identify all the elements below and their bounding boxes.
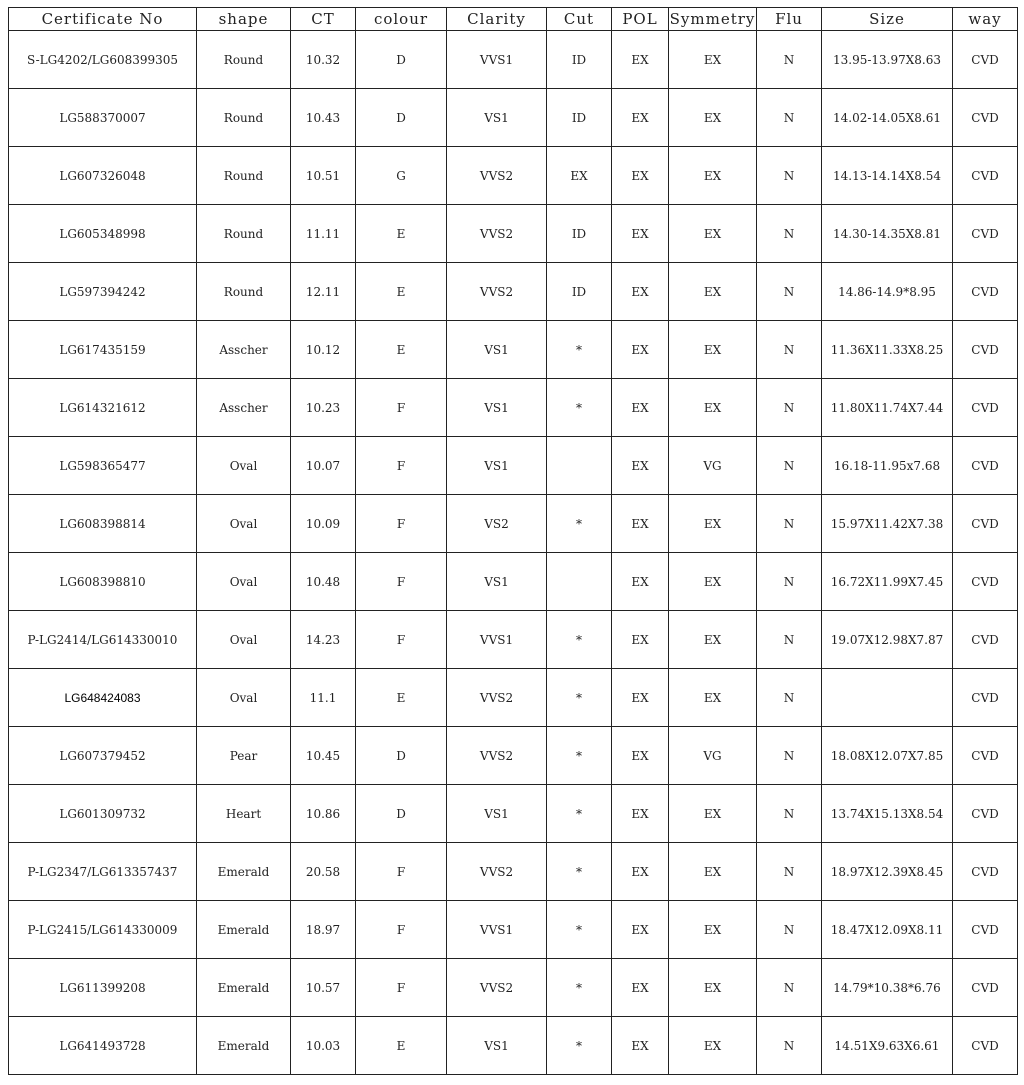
cell-clarity: VS1 xyxy=(447,89,547,147)
cell-ct: 20.58 xyxy=(291,843,356,901)
cell-certificate-no: P-LG2347/LG613357437 xyxy=(9,843,197,901)
cell-pol: EX xyxy=(612,205,669,263)
cell-pol: EX xyxy=(612,1017,669,1075)
cell-shape: Round xyxy=(197,263,291,321)
cell-ct: 10.07 xyxy=(291,437,356,495)
cell-pol: EX xyxy=(612,959,669,1017)
cell-cut: * xyxy=(547,901,612,959)
cell-pol: EX xyxy=(612,321,669,379)
cell-size: 14.30-14.35X8.81 xyxy=(822,205,953,263)
cell-shape: Emerald xyxy=(197,959,291,1017)
table-row xyxy=(9,31,1018,89)
table-row xyxy=(9,321,1018,379)
column-header-cut: Cut xyxy=(547,8,612,31)
cell-certificate-no: LG601309732 xyxy=(9,785,197,843)
cell-flu: N xyxy=(757,495,822,553)
cell-cut: * xyxy=(547,669,612,727)
cell-certificate-no: LG641493728 xyxy=(9,1017,197,1075)
cell-size: 14.13-14.14X8.54 xyxy=(822,147,953,205)
cell-symmetry: EX xyxy=(669,1017,757,1075)
cell-clarity: VS1 xyxy=(447,1017,547,1075)
diamond-certificate-table xyxy=(8,7,1018,1075)
table-row xyxy=(9,205,1018,263)
cell-certificate-no: LG608398810 xyxy=(9,553,197,611)
cell-certificate-no: LG617435159 xyxy=(9,321,197,379)
cell-symmetry: EX xyxy=(669,495,757,553)
cell-cut: * xyxy=(547,727,612,785)
cell-size: 13.95-13.97X8.63 xyxy=(822,31,953,89)
cell-flu: N xyxy=(757,205,822,263)
cell-clarity: VVS1 xyxy=(447,611,547,669)
cell-way: CVD xyxy=(953,611,1018,669)
cell-clarity: VVS1 xyxy=(447,901,547,959)
cell-clarity: VS1 xyxy=(447,553,547,611)
table-body xyxy=(9,31,1018,1075)
cell-size: 13.74X15.13X8.54 xyxy=(822,785,953,843)
cell-flu: N xyxy=(757,959,822,1017)
cell-pol: EX xyxy=(612,785,669,843)
cell-pol: EX xyxy=(612,669,669,727)
cell-flu: N xyxy=(757,147,822,205)
cell-pol: EX xyxy=(612,611,669,669)
cell-flu: N xyxy=(757,89,822,147)
cell-clarity: VVS2 xyxy=(447,959,547,1017)
table-row xyxy=(9,263,1018,321)
cell-way: CVD xyxy=(953,31,1018,89)
table-row xyxy=(9,785,1018,843)
cell-ct: 10.51 xyxy=(291,147,356,205)
cell-certificate-no: LG648424083 xyxy=(9,669,197,727)
cell-clarity: VVS2 xyxy=(447,727,547,785)
cell-cut: * xyxy=(547,959,612,1017)
cell-flu: N xyxy=(757,901,822,959)
cell-ct: 10.86 xyxy=(291,785,356,843)
table-row xyxy=(9,959,1018,1017)
cell-size: 11.80X11.74X7.44 xyxy=(822,379,953,437)
cell-colour: F xyxy=(356,553,447,611)
cell-colour: F xyxy=(356,495,447,553)
cell-symmetry: EX xyxy=(669,147,757,205)
cell-way: CVD xyxy=(953,843,1018,901)
cell-size: 16.18-11.95x7.68 xyxy=(822,437,953,495)
cell-symmetry: EX xyxy=(669,321,757,379)
cell-clarity: VVS2 xyxy=(447,205,547,263)
cell-cut: ID xyxy=(547,31,612,89)
cell-way: CVD xyxy=(953,959,1018,1017)
cell-colour: F xyxy=(356,843,447,901)
cell-symmetry: EX xyxy=(669,843,757,901)
cell-clarity: VVS1 xyxy=(447,31,547,89)
cell-flu: N xyxy=(757,1017,822,1075)
cell-symmetry: EX xyxy=(669,785,757,843)
table-row xyxy=(9,495,1018,553)
cell-shape: Emerald xyxy=(197,1017,291,1075)
cell-colour: D xyxy=(356,785,447,843)
cell-way: CVD xyxy=(953,89,1018,147)
cell-certificate-no: LG607326048 xyxy=(9,147,197,205)
cell-certificate-no: LG614321612 xyxy=(9,379,197,437)
cell-clarity: VVS2 xyxy=(447,147,547,205)
cell-way: CVD xyxy=(953,901,1018,959)
cell-cut: * xyxy=(547,495,612,553)
cell-flu: N xyxy=(757,379,822,437)
cell-cut: * xyxy=(547,611,612,669)
cell-clarity: VS1 xyxy=(447,437,547,495)
cell-shape: Oval xyxy=(197,611,291,669)
table-row xyxy=(9,669,1018,727)
cell-cut: * xyxy=(547,321,612,379)
column-header-colour: colour xyxy=(356,8,447,31)
cell-way: CVD xyxy=(953,379,1018,437)
table-row xyxy=(9,437,1018,495)
cell-colour: D xyxy=(356,89,447,147)
cell-pol: EX xyxy=(612,901,669,959)
cell-symmetry: EX xyxy=(669,205,757,263)
cell-shape: Round xyxy=(197,89,291,147)
table-header xyxy=(9,8,1018,31)
cell-way: CVD xyxy=(953,1017,1018,1075)
cell-certificate-no: LG608398814 xyxy=(9,495,197,553)
table-row xyxy=(9,553,1018,611)
cell-symmetry: EX xyxy=(669,89,757,147)
cell-size: 14.86-14.9*8.95 xyxy=(822,263,953,321)
cell-colour: E xyxy=(356,205,447,263)
cell-cut: ID xyxy=(547,205,612,263)
cell-way: CVD xyxy=(953,669,1018,727)
cell-colour: E xyxy=(356,321,447,379)
cell-colour: E xyxy=(356,669,447,727)
cell-symmetry: EX xyxy=(669,611,757,669)
cell-colour: F xyxy=(356,611,447,669)
cell-shape: Pear xyxy=(197,727,291,785)
cell-flu: N xyxy=(757,785,822,843)
cell-flu: N xyxy=(757,843,822,901)
cell-shape: Asscher xyxy=(197,379,291,437)
cell-certificate-no: LG607379452 xyxy=(9,727,197,785)
cell-size xyxy=(822,669,953,727)
cell-shape: Round xyxy=(197,31,291,89)
cell-colour: F xyxy=(356,437,447,495)
cell-ct: 10.03 xyxy=(291,1017,356,1075)
cell-flu: N xyxy=(757,263,822,321)
column-header-shape: shape xyxy=(197,8,291,31)
cell-flu: N xyxy=(757,669,822,727)
cell-cut: * xyxy=(547,1017,612,1075)
cell-colour: F xyxy=(356,901,447,959)
cell-size: 18.08X12.07X7.85 xyxy=(822,727,953,785)
cell-flu: N xyxy=(757,321,822,379)
cell-colour: G xyxy=(356,147,447,205)
cell-ct: 10.57 xyxy=(291,959,356,1017)
cell-pol: EX xyxy=(612,495,669,553)
cell-symmetry: EX xyxy=(669,379,757,437)
cell-ct: 10.45 xyxy=(291,727,356,785)
table-row xyxy=(9,727,1018,785)
cell-flu: N xyxy=(757,611,822,669)
cell-way: CVD xyxy=(953,437,1018,495)
cell-ct: 12.11 xyxy=(291,263,356,321)
cell-certificate-no: LG588370007 xyxy=(9,89,197,147)
table-row xyxy=(9,379,1018,437)
cell-pol: EX xyxy=(612,263,669,321)
cell-symmetry: EX xyxy=(669,31,757,89)
cell-shape: Round xyxy=(197,205,291,263)
cell-certificate-no: P-LG2415/LG614330009 xyxy=(9,901,197,959)
cell-clarity: VVS2 xyxy=(447,263,547,321)
cell-flu: N xyxy=(757,727,822,785)
cell-symmetry: EX xyxy=(669,669,757,727)
cell-cut: * xyxy=(547,785,612,843)
table-row xyxy=(9,843,1018,901)
cell-shape: Oval xyxy=(197,437,291,495)
cell-cut: ID xyxy=(547,89,612,147)
cell-colour: E xyxy=(356,263,447,321)
cell-size: 14.51X9.63X6.61 xyxy=(822,1017,953,1075)
column-header-size: Size xyxy=(822,8,953,31)
cell-symmetry: EX xyxy=(669,263,757,321)
cell-shape: Oval xyxy=(197,553,291,611)
cell-ct: 14.23 xyxy=(291,611,356,669)
table-row xyxy=(9,147,1018,205)
cell-ct: 10.43 xyxy=(291,89,356,147)
cell-way: CVD xyxy=(953,147,1018,205)
cell-colour: D xyxy=(356,31,447,89)
cell-pol: EX xyxy=(612,89,669,147)
cell-symmetry: EX xyxy=(669,959,757,1017)
cell-colour: F xyxy=(356,379,447,437)
table-row xyxy=(9,1017,1018,1075)
cell-colour: F xyxy=(356,959,447,1017)
cell-certificate-no: LG597394242 xyxy=(9,263,197,321)
cell-way: CVD xyxy=(953,553,1018,611)
column-header-way: way xyxy=(953,8,1018,31)
cell-clarity: VS1 xyxy=(447,785,547,843)
cell-ct: 18.97 xyxy=(291,901,356,959)
cell-way: CVD xyxy=(953,727,1018,785)
cell-colour: D xyxy=(356,727,447,785)
cell-pol: EX xyxy=(612,727,669,785)
cell-size: 14.79*10.38*6.76 xyxy=(822,959,953,1017)
cell-size: 15.97X11.42X7.38 xyxy=(822,495,953,553)
cell-pol: EX xyxy=(612,843,669,901)
cell-way: CVD xyxy=(953,785,1018,843)
cell-pol: EX xyxy=(612,553,669,611)
cell-clarity: VVS2 xyxy=(447,669,547,727)
cell-shape: Oval xyxy=(197,669,291,727)
cell-size: 14.02-14.05X8.61 xyxy=(822,89,953,147)
cell-shape: Emerald xyxy=(197,843,291,901)
cell-cut: * xyxy=(547,379,612,437)
cell-pol: EX xyxy=(612,147,669,205)
cell-size: 11.36X11.33X8.25 xyxy=(822,321,953,379)
cell-certificate-no: P-LG2414/LG614330010 xyxy=(9,611,197,669)
cell-way: CVD xyxy=(953,263,1018,321)
cell-pol: EX xyxy=(612,31,669,89)
cell-certificate-no: LG605348998 xyxy=(9,205,197,263)
cell-shape: Heart xyxy=(197,785,291,843)
cell-cut xyxy=(547,553,612,611)
cell-colour: E xyxy=(356,1017,447,1075)
table-row xyxy=(9,901,1018,959)
cell-symmetry: VG xyxy=(669,727,757,785)
cell-ct: 11.11 xyxy=(291,205,356,263)
cell-shape: Oval xyxy=(197,495,291,553)
cell-cut: * xyxy=(547,843,612,901)
cell-ct: 11.1 xyxy=(291,669,356,727)
header-row xyxy=(9,8,1018,31)
cell-shape: Round xyxy=(197,147,291,205)
column-header-symmetry: Symmetry xyxy=(669,8,757,31)
cell-ct: 10.12 xyxy=(291,321,356,379)
cell-clarity: VS2 xyxy=(447,495,547,553)
cell-ct: 10.23 xyxy=(291,379,356,437)
cell-flu: N xyxy=(757,553,822,611)
column-header-certificate-no: Certificate No xyxy=(9,8,197,31)
column-header-clarity: Clarity xyxy=(447,8,547,31)
cell-shape: Asscher xyxy=(197,321,291,379)
cell-way: CVD xyxy=(953,205,1018,263)
cell-size: 18.97X12.39X8.45 xyxy=(822,843,953,901)
cell-ct: 10.32 xyxy=(291,31,356,89)
cell-symmetry: EX xyxy=(669,553,757,611)
cell-symmetry: EX xyxy=(669,901,757,959)
cell-flu: N xyxy=(757,31,822,89)
column-header-ct: CT xyxy=(291,8,356,31)
cell-size: 18.47X12.09X8.11 xyxy=(822,901,953,959)
table-row xyxy=(9,611,1018,669)
cell-ct: 10.48 xyxy=(291,553,356,611)
cell-size: 16.72X11.99X7.45 xyxy=(822,553,953,611)
cell-clarity: VVS2 xyxy=(447,843,547,901)
cell-certificate-no: LG598365477 xyxy=(9,437,197,495)
cell-certificate-no: S-LG4202/LG608399305 xyxy=(9,31,197,89)
cell-pol: EX xyxy=(612,437,669,495)
cell-certificate-no: LG611399208 xyxy=(9,959,197,1017)
cell-shape: Emerald xyxy=(197,901,291,959)
cell-pol: EX xyxy=(612,379,669,437)
table-row xyxy=(9,89,1018,147)
cell-clarity: VS1 xyxy=(447,321,547,379)
cell-clarity: VS1 xyxy=(447,379,547,437)
column-header-pol: POL xyxy=(612,8,669,31)
cell-cut: ID xyxy=(547,263,612,321)
cell-way: CVD xyxy=(953,321,1018,379)
cell-cut xyxy=(547,437,612,495)
cell-way: CVD xyxy=(953,495,1018,553)
cell-size: 19.07X12.98X7.87 xyxy=(822,611,953,669)
cell-symmetry: VG xyxy=(669,437,757,495)
column-header-flu: Flu xyxy=(757,8,822,31)
cell-ct: 10.09 xyxy=(291,495,356,553)
cell-flu: N xyxy=(757,437,822,495)
cell-cut: EX xyxy=(547,147,612,205)
